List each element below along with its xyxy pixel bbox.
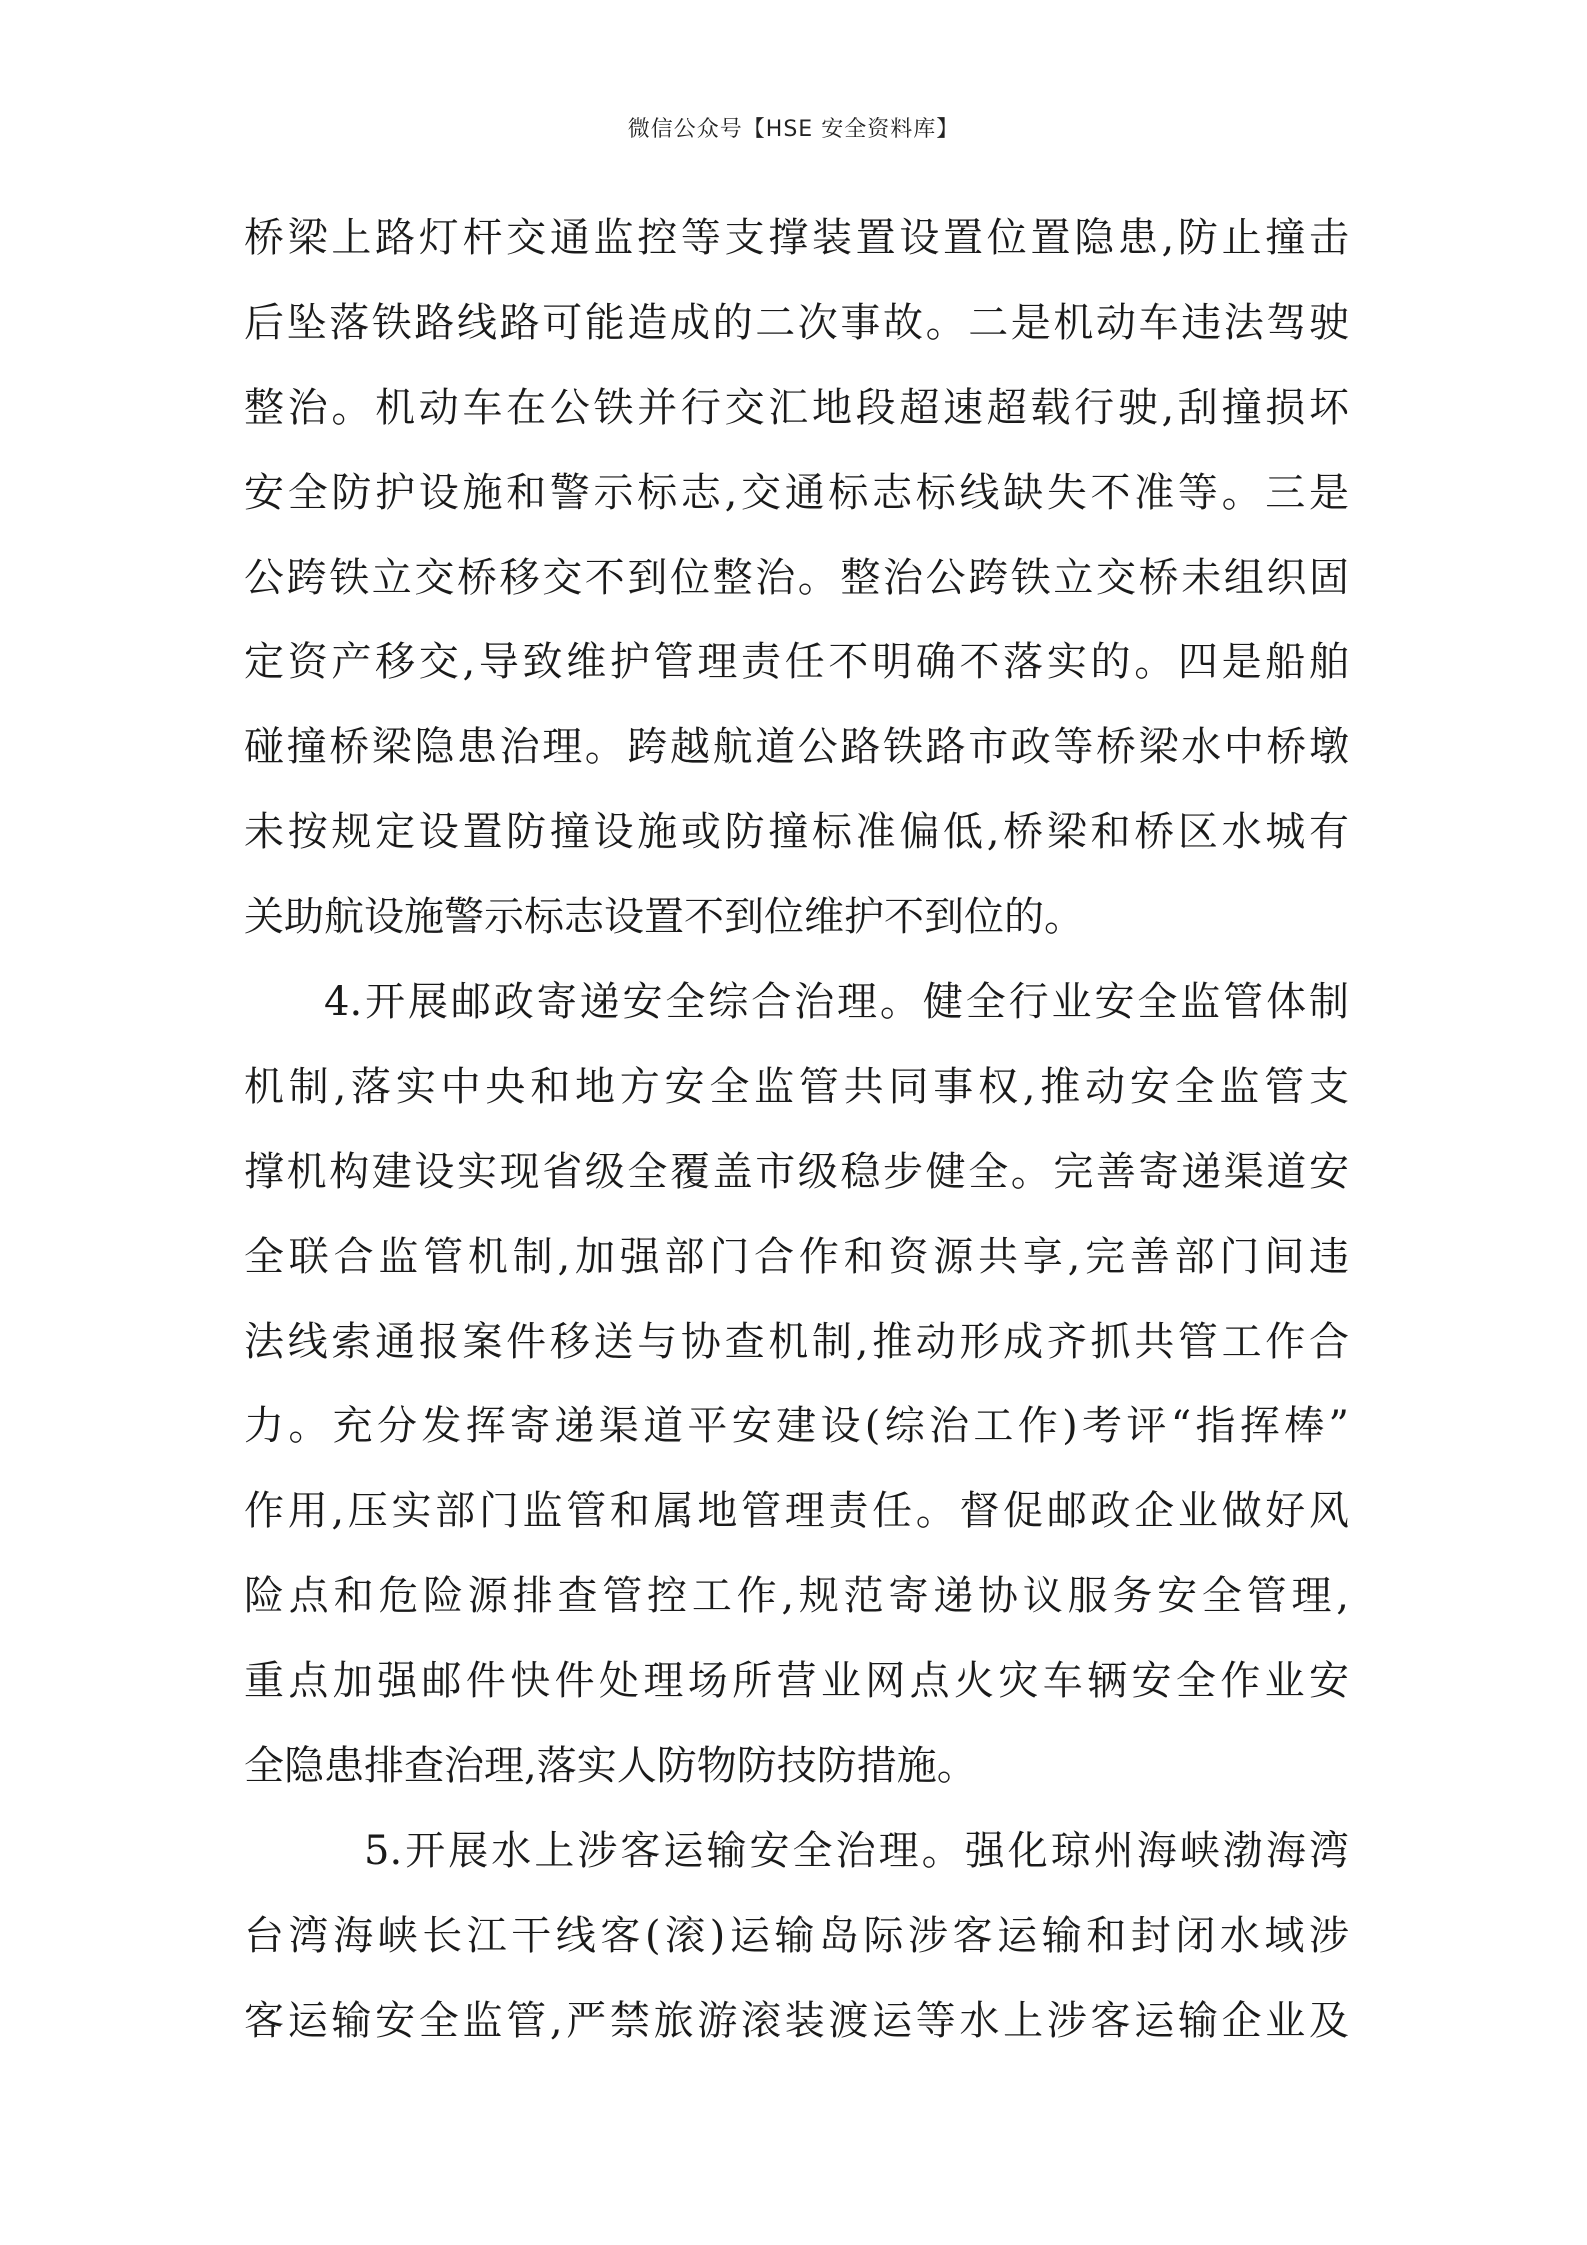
text-line: 碰撞桥梁隐患治理。跨越航道公路铁路市政等桥梁水中桥墩 — [244, 724, 1349, 771]
text-line: 定资产移交,导致维护管理责任不明确不落实的。四是船舶 — [244, 639, 1349, 686]
text-line: 全隐患排查治理,落实人防物防技防措施。 — [244, 1743, 977, 1790]
section-4-heading-line: 4.开展邮政寄递安全综合治理。健全行业安全监管体制 — [324, 979, 1349, 1026]
text-line: 重点加强邮件快件处理场所营业网点火灾车辆安全作业安 — [244, 1658, 1349, 1705]
text-line: 公跨铁立交桥移交不到位整治。整治公跨铁立交桥未组织固 — [244, 554, 1349, 601]
text-line: 桥梁上路灯杆交通监控等支撑装置设置位置隐患,防止撞击 — [244, 215, 1349, 261]
text-line: 整治。机动车在公铁并行交汇地段超速超载行驶,刮撞损坏 — [244, 384, 1349, 431]
text-line: 全联合监管机制,加强部门合作和资源共享,完善部门间违 — [244, 1233, 1349, 1280]
text-line: 安全防护设施和警示标志,交通标志标线缺失不准等。三是 — [244, 469, 1349, 516]
text-line: 未按规定设置防撞设施或防撞标准偏低,桥梁和桥区水城有 — [244, 809, 1349, 856]
section-5-heading-line: 5.开展水上涉客运输安全治理。强化琼州海峡渤海湾 — [364, 1827, 1349, 1874]
text-line: 撑机构建设实现省级全覆盖市级稳步健全。完善寄递渠道安 — [244, 1148, 1349, 1195]
text-line: 机制,落实中央和地方安全监管共同事权,推动安全监管支 — [244, 1063, 1349, 1110]
page-header: 微信公众号【HSE 安全资料库】 — [627, 117, 960, 142]
text-line: 关助航设施警示标志设置不到位维护不到位的。 — [244, 894, 1084, 941]
text-line: 作用,压实部门监管和属地管理责任。督促邮政企业做好风 — [244, 1488, 1349, 1535]
document-body — [244, 196, 1349, 2064]
text-line: 客运输安全监管,严禁旅游滚装渡运等水上涉客运输企业及 — [244, 1997, 1349, 2044]
text-line: 台湾海峡长江干线客(滚)运输岛际涉客运输和封闭水域涉 — [244, 1912, 1349, 1959]
text-line: 法线索通报案件移送与协查机制,推动形成齐抓共管工作合 — [244, 1318, 1349, 1365]
text-line: 险点和危险源排查管控工作,规范寄递协议服务安全管理, — [244, 1573, 1349, 1620]
text-line: 力。充分发挥寄递渠道平安建设(综治工作)考评“指挥棒” — [244, 1403, 1349, 1450]
text-line: 后坠落铁路线路可能造成的二次事故。二是机动车违法驾驶 — [244, 299, 1349, 346]
